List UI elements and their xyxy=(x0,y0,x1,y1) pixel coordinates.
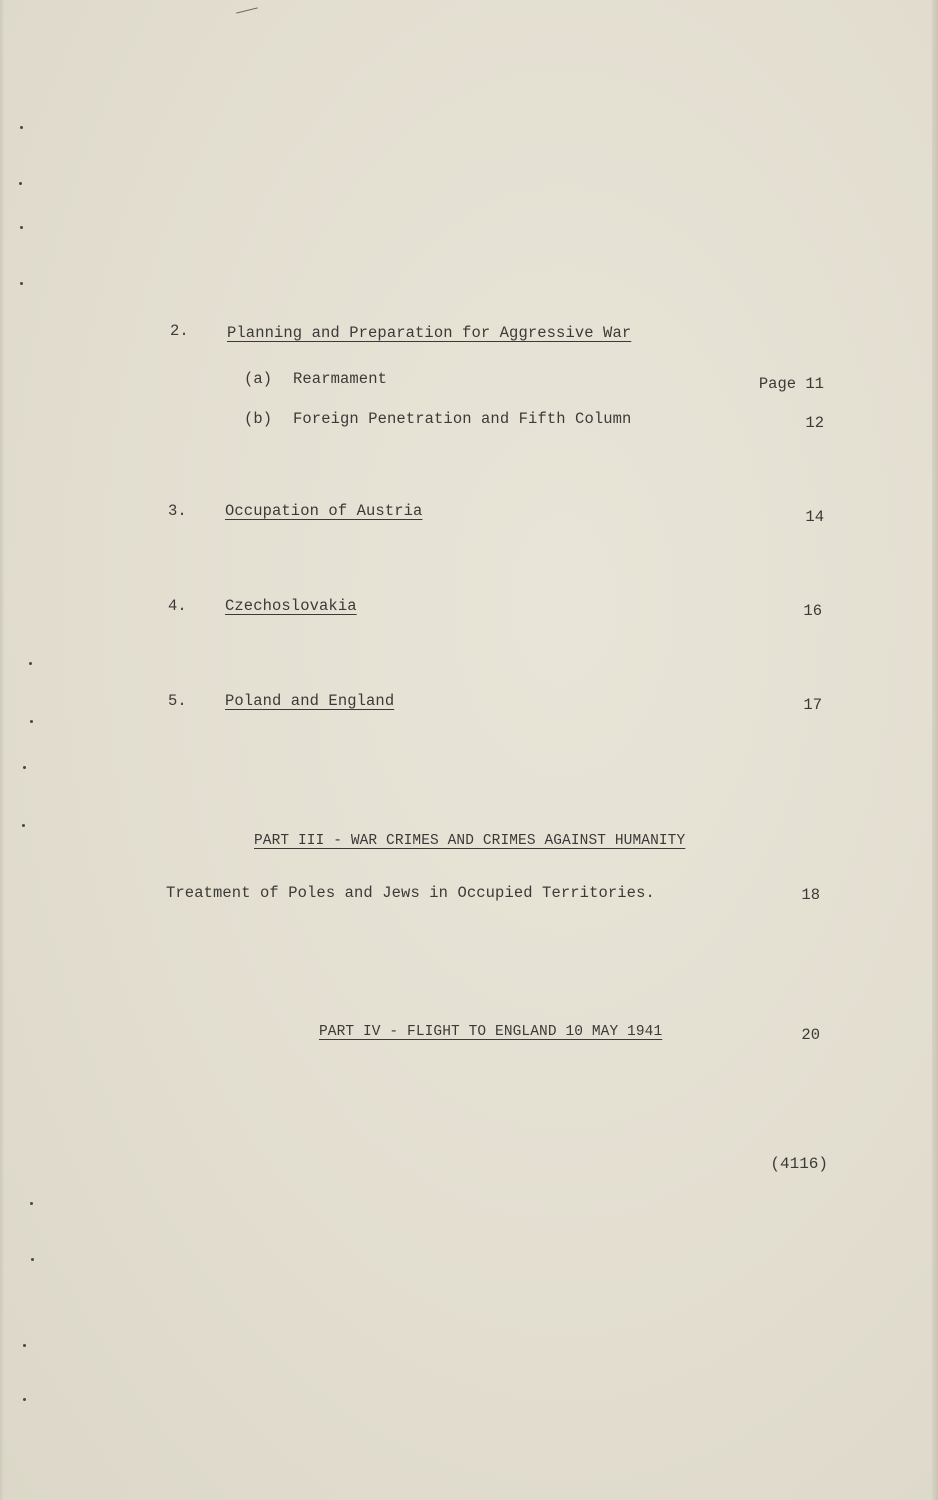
margin-dot xyxy=(29,662,32,665)
subitem-a-page: Page 11 xyxy=(758,375,824,393)
subitem-a-label: (a) xyxy=(244,370,273,388)
section-4-page: 16 xyxy=(803,602,822,620)
part-4-heading: PART IV - FLIGHT TO ENGLAND 10 MAY 1941 xyxy=(319,1024,663,1040)
part-4-page: 20 xyxy=(801,1026,820,1044)
margin-dot xyxy=(23,1344,26,1347)
part-3-heading: PART III - WAR CRIMES AND CRIMES AGAINST HUMANITY xyxy=(254,833,686,849)
document-number: (4116) xyxy=(770,1155,828,1173)
section-3-title: Occupation of Austria xyxy=(225,502,423,520)
pencil-mark xyxy=(236,7,258,13)
margin-dot xyxy=(20,226,23,229)
paper-edge-right xyxy=(932,0,938,1500)
section-3-page: 14 xyxy=(805,508,824,526)
subitem-a-title: Rearmament xyxy=(293,370,388,388)
part-3-page: 18 xyxy=(801,886,820,904)
margin-dot xyxy=(23,766,26,769)
margin-dot xyxy=(23,1398,26,1401)
margin-dot xyxy=(20,282,23,285)
subitem-b-label: (b) xyxy=(244,410,273,428)
section-5-number: 5. xyxy=(168,692,187,710)
section-2-title: Planning and Preparation for Aggressive War xyxy=(227,324,632,342)
margin-dot xyxy=(30,1202,33,1205)
section-5-page: 17 xyxy=(803,696,822,714)
section-4-title: Czechoslovakia xyxy=(225,597,357,615)
part-3-entry: Treatment of Poles and Jews in Occupied Territories. xyxy=(166,884,655,902)
section-5-title: Poland and England xyxy=(225,692,395,710)
margin-dot xyxy=(20,126,23,129)
margin-dot xyxy=(31,1258,34,1261)
section-4-number: 4. xyxy=(168,597,187,615)
margin-dot xyxy=(19,182,22,185)
margin-dot xyxy=(22,824,25,827)
section-3-number: 3. xyxy=(168,502,187,520)
subitem-b-page: 12 xyxy=(805,414,824,432)
section-2-number: 2. xyxy=(170,322,189,340)
paper-edge-left xyxy=(0,0,4,1500)
margin-dot xyxy=(30,720,33,723)
subitem-b-title: Foreign Penetration and Fifth Column xyxy=(293,410,632,428)
